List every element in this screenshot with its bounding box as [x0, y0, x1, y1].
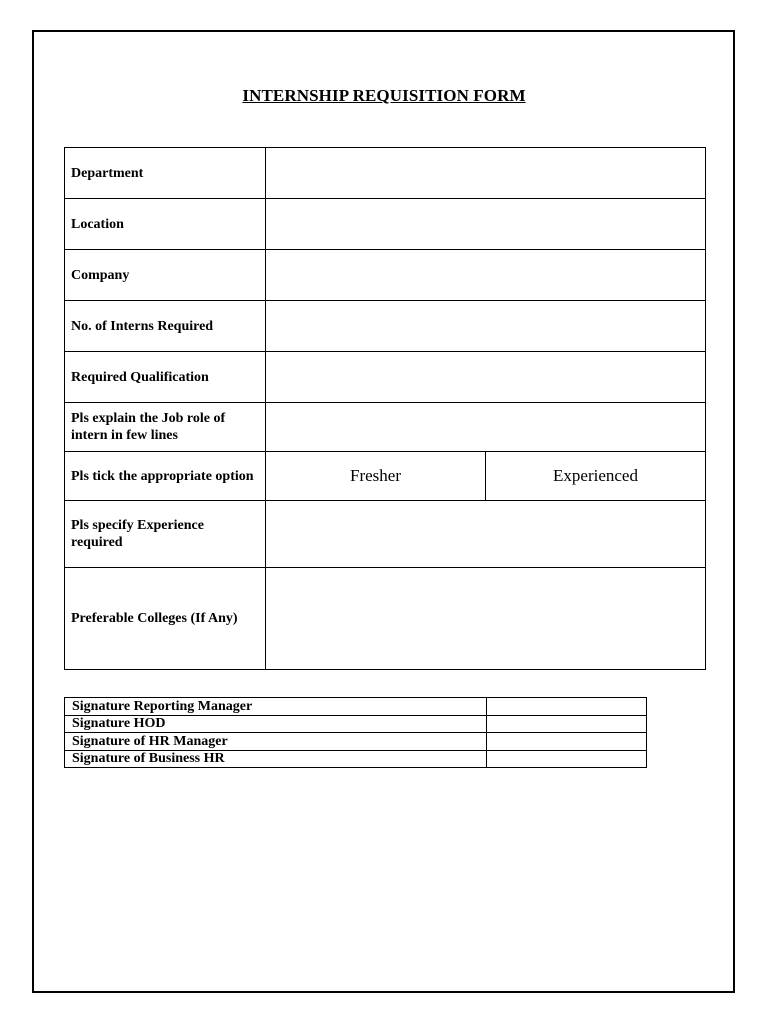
tick-option-label: Pls tick the appropriate option: [65, 452, 266, 501]
signature-reporting-manager-label: Signature Reporting Manager: [65, 698, 487, 716]
preferable-colleges-label: Preferable Colleges (If Any): [65, 568, 266, 670]
table-row: [65, 452, 706, 501]
location-label: Location: [65, 199, 266, 250]
table-row: [65, 250, 706, 301]
signature-business-hr-field[interactable]: [487, 750, 647, 768]
location-field[interactable]: [266, 199, 706, 250]
interns-required-field[interactable]: [266, 301, 706, 352]
signature-hod-label: Signature HOD: [65, 715, 487, 733]
interns-required-label: No. of Interns Required: [65, 301, 266, 352]
experience-required-field[interactable]: [266, 501, 706, 568]
experienced-option[interactable]: Experienced: [486, 452, 706, 501]
table-row: [65, 148, 706, 199]
department-field[interactable]: [266, 148, 706, 199]
table-row: [65, 301, 706, 352]
signature-table: [64, 697, 647, 768]
table-row: [65, 352, 706, 403]
qualification-label: Required Qualification: [65, 352, 266, 403]
signature-reporting-manager-field[interactable]: [487, 698, 647, 716]
qualification-field[interactable]: [266, 352, 706, 403]
form-title: INTERNSHIP REQUISITION FORM: [242, 86, 526, 105]
table-row: [65, 698, 647, 716]
job-role-field[interactable]: [266, 403, 706, 452]
table-row: [65, 403, 706, 452]
table-row: [65, 715, 647, 733]
fresher-option[interactable]: Fresher: [266, 452, 486, 501]
company-field[interactable]: [266, 250, 706, 301]
company-label: Company: [65, 250, 266, 301]
table-row: [65, 199, 706, 250]
experience-required-label: Pls specify Experience required: [65, 501, 266, 568]
signature-hod-field[interactable]: [487, 715, 647, 733]
signature-hr-manager-field[interactable]: [487, 733, 647, 751]
table-row: [65, 501, 706, 568]
signature-business-hr-label: Signature of Business HR: [65, 750, 487, 768]
signature-hr-manager-label: Signature of HR Manager: [65, 733, 487, 751]
preferable-colleges-field[interactable]: [266, 568, 706, 670]
table-row: [65, 733, 647, 751]
table-row: [65, 750, 647, 768]
department-label: Department: [65, 148, 266, 199]
requisition-table: [64, 147, 706, 670]
job-role-label: Pls explain the Job role of intern in few lines: [65, 403, 266, 452]
table-row: [65, 568, 706, 670]
